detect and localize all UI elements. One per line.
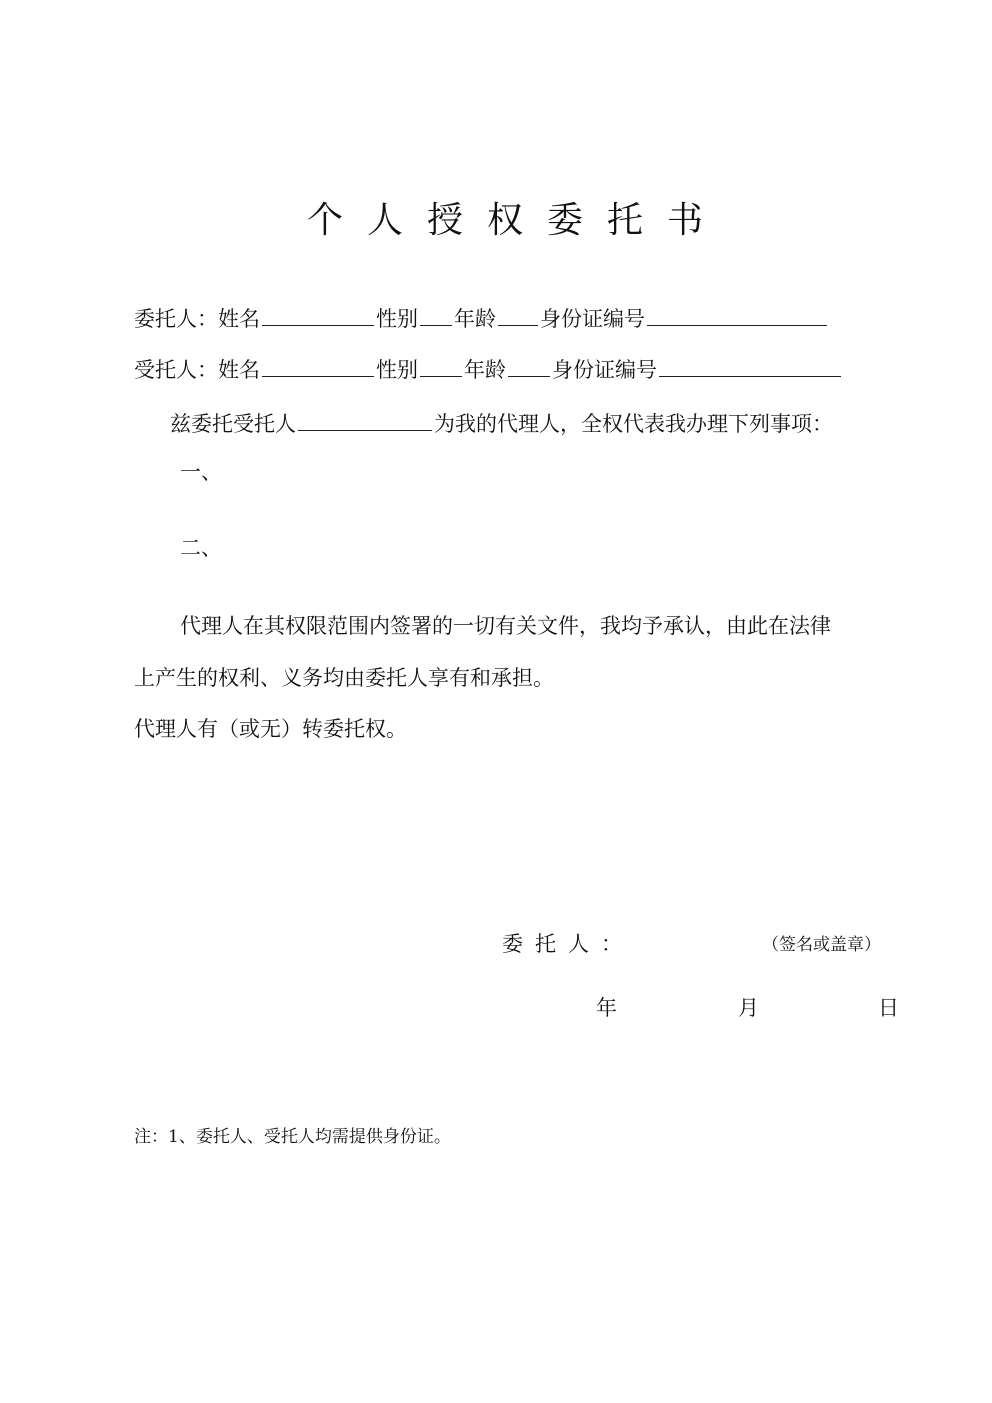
- principal-id-label: 身份证编号: [540, 307, 645, 331]
- principal-row: [134, 306, 829, 330]
- document-title: 个人授权委托书: [306, 200, 727, 241]
- paragraph-2: 代理人有（或无）转委托权。: [134, 717, 407, 741]
- principal-gender-label: 性别: [376, 307, 418, 331]
- appoint-suffix: 为我的代理人，全权代表我办理下列事项：: [434, 412, 833, 436]
- date-year: 年: [596, 996, 617, 1020]
- item-1: 一、: [180, 460, 222, 484]
- date-day: 日: [878, 996, 899, 1020]
- agent-role: 受托人：: [134, 358, 218, 382]
- paragraph-1-line-2: 上产生的权利、义务均由委托人享有和承担。: [134, 666, 554, 690]
- agent-id-label: 身份证编号: [552, 358, 657, 382]
- principal-age-label: 年龄: [454, 307, 496, 331]
- item-2: 二、: [180, 536, 222, 560]
- date-month: 月: [738, 996, 759, 1020]
- agent-name-label: 姓名: [218, 358, 260, 382]
- agent-age-field[interactable]: [508, 357, 550, 377]
- principal-gender-field[interactable]: [420, 306, 452, 326]
- agent-name-field[interactable]: [262, 357, 374, 377]
- appointment-line: [170, 411, 833, 435]
- principal-name-label: 姓名: [218, 307, 260, 331]
- agent-age-label: 年龄: [464, 358, 506, 382]
- principal-name-field[interactable]: [262, 306, 374, 326]
- appoint-prefix: 兹委托受托人: [170, 412, 296, 436]
- paragraph-1-line-1: 代理人在其权限范围内签署的一切有关文件，我均予承认，由此在法律: [180, 614, 831, 638]
- principal-role: 委托人：: [134, 307, 218, 331]
- signature-label: 委托人：: [502, 932, 634, 956]
- principal-id-field[interactable]: [647, 306, 827, 326]
- agent-row: [134, 357, 843, 381]
- agent-gender-field[interactable]: [420, 357, 462, 377]
- appoint-agent-field[interactable]: [298, 411, 432, 431]
- agent-gender-label: 性别: [376, 358, 418, 382]
- signature-hint: （签名或盖章）: [762, 935, 881, 955]
- principal-age-field[interactable]: [498, 306, 538, 326]
- footnote: 注：1、委托人、受托人均需提供身份证。: [134, 1127, 451, 1147]
- agent-id-field[interactable]: [659, 357, 841, 377]
